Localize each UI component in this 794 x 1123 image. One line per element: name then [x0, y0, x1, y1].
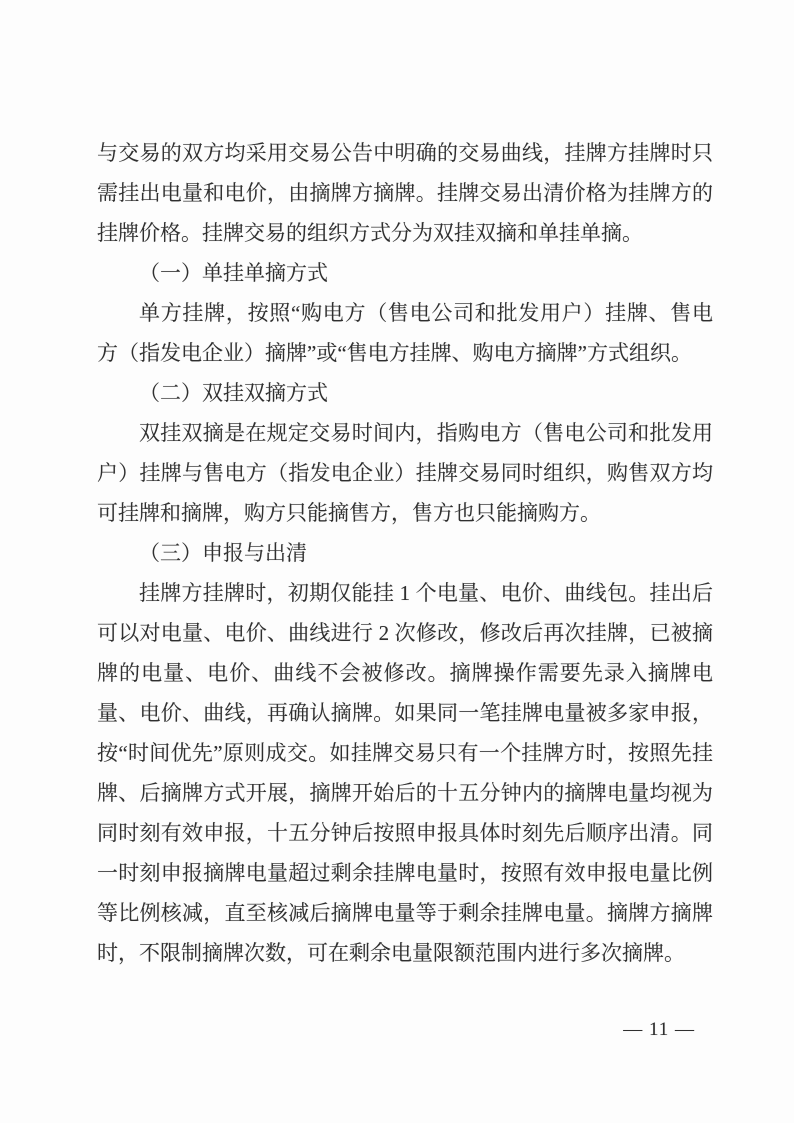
heading-single-list-single-delist: （一）单挂单摘方式 [139, 261, 328, 285]
paragraph-double-list-method: 双挂双摘是在规定交易时间内，指购电方（售电公司和批发用户）挂牌与售电方（指发电企业）挂牌交易同时组织，购售双方均可挂牌和摘牌，购方只能摘售方，售方也只能摘购方。 [97, 421, 713, 525]
paragraph-trading-curve-continuation: 与交易的双方均采用交易公告中明确的交易曲线，挂牌方挂牌时只需挂出电量和电价，由摘牌方摘牌。挂牌交易出清价格为挂牌方的挂牌价格。挂牌交易的组织方式分为双挂双摘和单挂单摘。 [97, 141, 713, 245]
page-number: — 11 — [623, 1019, 695, 1040]
document-body [97, 133, 713, 973]
heading-double-list-double-delist: （二）双挂双摘方式 [139, 381, 328, 405]
paragraph-single-list-method: 单方挂牌，按照“购电方（售电公司和批发用户）挂牌、售电方（指发电企业）摘牌”或“售电方挂牌、购电方摘牌”方式组织。 [97, 301, 713, 365]
paragraph-declaration-clearing-rules: 挂牌方挂牌时，初期仅能挂 1 个电量、电价、曲线包。挂出后可以对电量、电价、曲线进行 2 次修改，修改后再次挂牌，已被摘牌的电量、电价、曲线不会被修改。摘牌操作需要先录入摘牌电量、电价、曲线，再确认摘牌。如果同一笔挂牌电量被多家申报，按“时间优先”原则成交。如挂牌交易只有一个挂牌方时，按照先挂牌、后摘牌方式开展，摘牌开始后的十五分钟内的摘牌电量均视为同时刻有效申报，十五分钟后按照申报具体时刻先后顺序出清。同一时刻申报摘牌电量超过剩余挂牌电量时，按照有效申报电量比例等比例核减，直至核减后摘牌电量等于剩余挂牌电量。摘牌方摘牌时，不限制摘牌次数，可在剩余电量限额范围内进行多次摘牌。 [97, 581, 713, 965]
heading-declaration-and-clearing: （三）申报与出清 [139, 541, 307, 565]
